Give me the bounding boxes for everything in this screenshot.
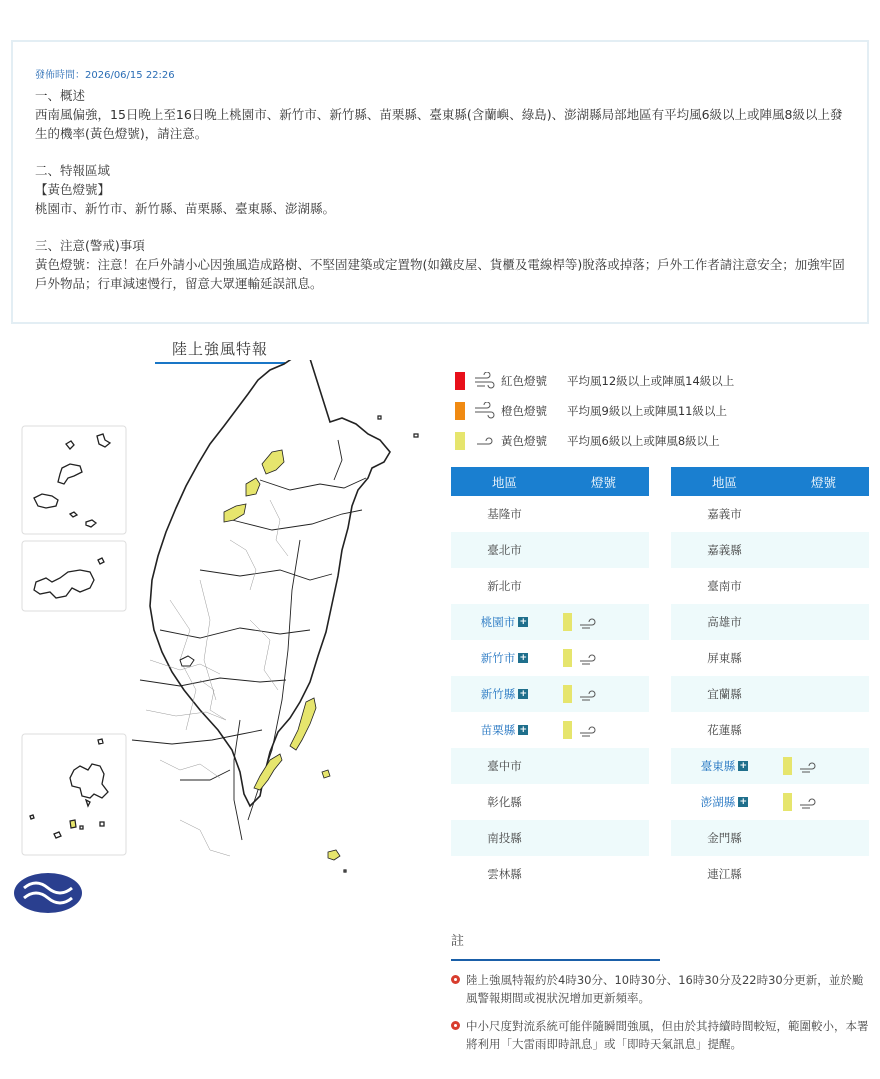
- table-row: [671, 640, 869, 676]
- region-name: 雲林縣: [487, 867, 522, 881]
- yellow-light-indicator: [563, 685, 572, 703]
- header-area: 地區: [491, 474, 517, 490]
- header-area: 地區: [711, 474, 737, 490]
- region-name-cell[interactable]: [451, 650, 558, 666]
- region-name: 連江縣: [707, 867, 742, 881]
- region-name: 苗栗縣: [480, 723, 516, 737]
- breeze-icon: [798, 794, 820, 810]
- region-name-cell: [451, 578, 558, 594]
- region-name-cell: [451, 542, 558, 558]
- region-name-cell: [671, 686, 778, 702]
- legend-name: 黃色燈號: [501, 434, 547, 448]
- region-name-cell[interactable]: [451, 686, 558, 702]
- region-name: 臺東縣: [700, 759, 736, 773]
- bullet-icon: [451, 1021, 460, 1030]
- region-name-cell[interactable]: [671, 794, 778, 810]
- table-row: [451, 496, 649, 532]
- breeze-icon: [798, 758, 820, 774]
- yellow-swatch: [455, 432, 465, 450]
- region-name-cell: [451, 830, 558, 846]
- table-row: [671, 496, 869, 532]
- region-name: 新竹市: [480, 651, 516, 665]
- region-name-cell: [671, 506, 778, 522]
- region-name-cell[interactable]: [671, 758, 778, 774]
- table-row[interactable]: [451, 676, 649, 712]
- region-name-cell: [671, 866, 778, 882]
- table-row[interactable]: [451, 640, 649, 676]
- alert-green-island: [322, 770, 330, 778]
- breeze-icon: [473, 432, 497, 450]
- header-light: 燈號: [590, 474, 616, 490]
- region-name: 屏東縣: [707, 651, 742, 665]
- region-name: 澎湖縣: [700, 795, 736, 809]
- table-row: [451, 532, 649, 568]
- expand-plus-icon[interactable]: +: [519, 617, 528, 627]
- legend-row-orange: [455, 396, 855, 426]
- table-row: [451, 568, 649, 604]
- legend-row-red: [455, 366, 855, 396]
- expand-plus-icon[interactable]: +: [519, 653, 528, 663]
- region-name: 臺中市: [487, 759, 522, 773]
- table-row: [671, 532, 869, 568]
- alert-light-cell: [558, 613, 649, 631]
- alert-orchid-island: [328, 850, 340, 860]
- region-name: 臺南市: [707, 579, 742, 593]
- region-name: 嘉義縣: [707, 543, 742, 557]
- red-swatch: [455, 372, 465, 390]
- region-name: 桃園市: [480, 615, 516, 629]
- header-light: 燈號: [810, 474, 836, 490]
- alert-light-cell: [558, 649, 649, 667]
- strong-wind-icon: [473, 372, 497, 390]
- region-name-cell: [451, 506, 558, 522]
- yellow-light-indicator: [563, 649, 572, 667]
- note-item: [451, 971, 869, 1007]
- region-name: 花蓮縣: [707, 723, 742, 737]
- table-row: [671, 712, 869, 748]
- inset-matsu[interactable]: [22, 426, 126, 534]
- breeze-icon: [578, 650, 600, 666]
- region-name-cell: [451, 794, 558, 810]
- region-name: 南投縣: [487, 831, 522, 845]
- region-table-left: [451, 467, 649, 892]
- region-name-cell: [671, 614, 778, 630]
- expand-plus-icon[interactable]: +: [739, 797, 748, 807]
- section-heading: 一、概述: [35, 88, 86, 103]
- alert-legend: [455, 366, 855, 456]
- table-row: [451, 820, 649, 856]
- alert-light-cell: [778, 757, 869, 775]
- note-text: 陸上強風特報約於4時30分、10時30分、16時30分及22時30分更新，並於颱風警報期間或視狀況增加更新頻率。: [466, 973, 864, 1005]
- region-name: 新北市: [487, 579, 522, 593]
- yellow-light-indicator: [783, 793, 792, 811]
- table-row: [451, 748, 649, 784]
- region-name: 宜蘭縣: [707, 687, 742, 701]
- notice-content: [35, 86, 853, 311]
- table-row[interactable]: [451, 604, 649, 640]
- legend-row-yellow: [455, 426, 855, 456]
- notice-section-precautions: [35, 236, 853, 293]
- alert-light-cell: [778, 793, 869, 811]
- table-row[interactable]: [451, 712, 649, 748]
- table-row: [671, 568, 869, 604]
- wind-icon: [473, 402, 497, 420]
- expand-plus-icon[interactable]: +: [519, 725, 528, 735]
- breeze-icon: [578, 722, 600, 738]
- table-row: [671, 856, 869, 892]
- notes-title: 註: [451, 930, 660, 961]
- table-row[interactable]: [671, 784, 869, 820]
- issued-time: 發佈時間：2026/06/15 22:26: [35, 70, 175, 81]
- section-text: 西南風偏強，15日晚上至16日晚上桃園市、新竹市、新竹縣、苗栗縣、臺東縣(含蘭嶼、綠島)、澎湖縣局部地區有平均風6級以上或陣風8級以上發生的機率(黃色燈號)，請注意。: [35, 107, 843, 141]
- legend-desc: 平均風6級以上或陣風8級以上: [567, 434, 720, 448]
- note-text: 中小尺度對流系統可能伴隨瞬間強風，但由於其持續時間較短，範圍較小，本署將利用「大雷雨即時訊息」或「即時天氣訊息」提醒。: [466, 1019, 869, 1051]
- notice-section-area: [35, 161, 853, 218]
- inset-penghu[interactable]: [22, 734, 126, 855]
- table-header: [451, 467, 649, 496]
- notes-section: [451, 930, 869, 1053]
- yellow-light-indicator: [563, 721, 572, 739]
- table-row: [671, 820, 869, 856]
- breeze-icon: [578, 614, 600, 630]
- taiwan-wind-map[interactable]: [0, 360, 440, 920]
- yellow-light-indicator: [783, 757, 792, 775]
- region-name: 金門縣: [707, 831, 742, 845]
- region-name-cell[interactable]: [451, 722, 558, 738]
- table-header: [671, 467, 869, 496]
- region-name-cell: [451, 866, 558, 882]
- region-name-cell: [671, 650, 778, 666]
- breeze-icon: [578, 686, 600, 702]
- region-name-cell: [451, 758, 558, 774]
- legend-desc: 平均風12級以上或陣風14級以上: [567, 374, 735, 388]
- region-name: 基隆市: [487, 507, 522, 521]
- warning-notice: [11, 40, 869, 324]
- region-name-cell[interactable]: [451, 614, 558, 630]
- region-name-cell: [671, 578, 778, 594]
- table-row: [451, 784, 649, 820]
- region-name: 高雄市: [707, 615, 742, 629]
- inset-kinmen[interactable]: [22, 541, 126, 611]
- section-text: 【黃色燈號】: [35, 182, 111, 197]
- cwa-logo: [14, 873, 82, 913]
- section-text: 桃園市、新竹市、新竹縣、苗栗縣、臺東縣、澎湖縣。: [35, 201, 336, 216]
- orange-swatch: [455, 402, 465, 420]
- alert-light-cell: [558, 721, 649, 739]
- legend-name: 橙色燈號: [501, 404, 547, 418]
- section-text: 黃色燈號：注意！在戶外請小心因強風造成路樹、不堅固建築或定置物(如鐵皮屋、貨櫃及電線桿等)脫落或掉落；戶外工作者請注意安全；加強牢固戶外物品；行車減速慢行，留意大眾運輸延誤訊息。: [35, 257, 845, 291]
- legend-name: 紅色燈號: [501, 374, 547, 388]
- table-row: [671, 676, 869, 712]
- region-name: 臺北市: [487, 543, 522, 557]
- table-row[interactable]: [671, 748, 869, 784]
- region-table-right: [671, 467, 869, 892]
- alert-light-cell: [558, 685, 649, 703]
- table-row: [451, 856, 649, 892]
- taiwan-main-island[interactable]: [150, 360, 390, 806]
- region-name: 新竹縣: [480, 687, 516, 701]
- legend-desc: 平均風9級以上或陣風11級以上: [567, 404, 727, 418]
- region-name-cell: [671, 542, 778, 558]
- region-name-cell: [671, 830, 778, 846]
- table-row: [671, 604, 869, 640]
- region-name: 嘉義市: [707, 507, 742, 521]
- region-name: 彰化縣: [487, 795, 522, 809]
- map-title: 陸上強風特報: [155, 338, 285, 364]
- note-item: [451, 1017, 869, 1053]
- bullet-icon: [451, 975, 460, 984]
- expand-plus-icon[interactable]: +: [519, 689, 528, 699]
- notice-section-summary: [35, 86, 853, 143]
- yellow-light-indicator: [563, 613, 572, 631]
- region-name-cell: [671, 722, 778, 738]
- section-heading: 三、注意(警戒)事項: [35, 238, 145, 253]
- expand-plus-icon[interactable]: +: [739, 761, 748, 771]
- section-heading: 二、特報區域: [35, 163, 111, 178]
